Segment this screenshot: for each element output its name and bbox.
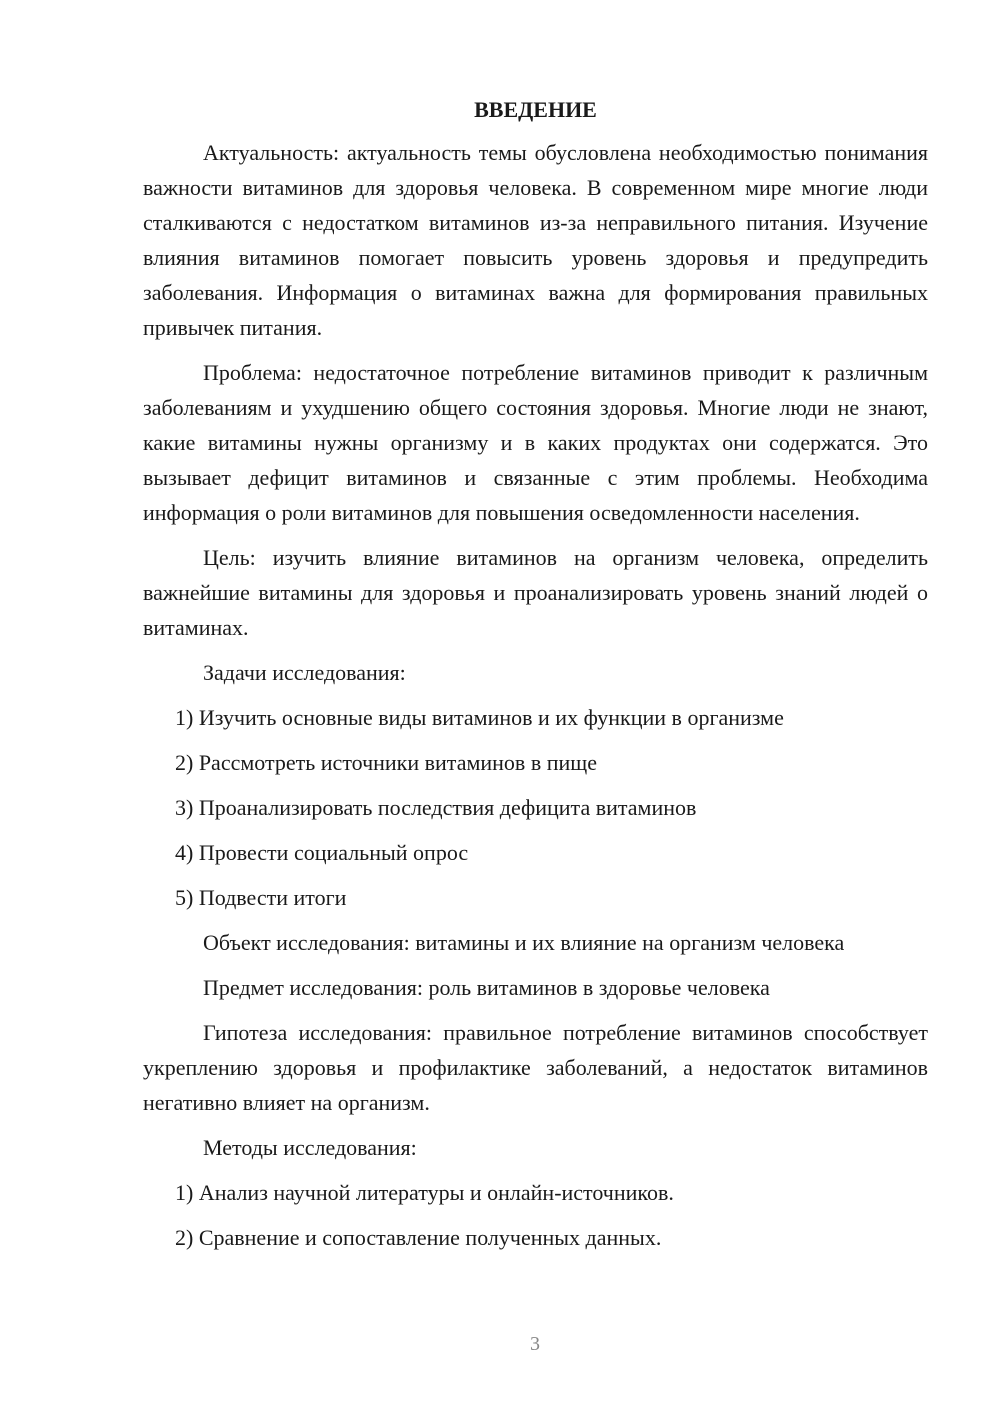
methods-heading: Методы исследования:	[203, 1135, 417, 1160]
list-item: 5) Подвести итоги	[175, 885, 347, 910]
list-item: 4) Провести социальный опрос	[175, 840, 469, 865]
list-item: 2) Рассмотреть источники витаминов в пище	[175, 750, 597, 775]
list-item: 3) Проанализировать последствия дефицита витаминов	[175, 795, 697, 820]
page-number: 3	[530, 1333, 540, 1355]
list-item: 2) Сравнение и сопоставление полученных данных.	[175, 1225, 662, 1250]
goal-paragraph: Цель: изучить влияние витаминов на организм человека, определить важнейшие витамины для здоровья и проанализировать уровень знаний людей о витаминах.	[143, 545, 928, 640]
research-subject: Предмет исследования: роль витаминов в здоровье человека	[203, 975, 770, 1000]
document-page	[143, 92, 928, 1265]
problem-paragraph: Проблема: недостаточное потребление витаминов приводит к различным заболеваниям и ухудшению общего состояния здоровья. Многие люди не знают, какие витамины нужны организму и в каких продуктах они содержатся. Это вызывает дефицит витаминов и связанные с этим проблемы. Необходима информация о роли витаминов для повышения осведомленности населения.	[143, 360, 928, 525]
relevance-paragraph: Актуальность: актуальность темы обусловлена необходимостью понимания важности витаминов для здоровья человека. В современном мире многие люди сталкиваются с недостатком витаминов из-за неправильного питания. Изучение влияния витаминов помогает повысить уровень здоровья и предупредить заболевания. Информация о витаминах важна для формирования правильных привычек питания.	[143, 140, 928, 340]
research-object: Объект исследования: витамины и их влияние на организм человека	[203, 930, 845, 955]
methods-list	[143, 1175, 928, 1255]
list-item: 1) Анализ научной литературы и онлайн-источников.	[175, 1180, 674, 1205]
hypothesis-paragraph: Гипотеза исследования: правильное потребление витаминов способствует укреплению здоровья и профилактике заболеваний, а недостаток витаминов негативно влияет на организм.	[143, 1020, 928, 1115]
list-item: 1) Изучить основные виды витаминов и их функции в организме	[175, 705, 784, 730]
tasks-heading: Задачи исследования:	[203, 660, 406, 685]
section-title: ВВЕДЕНИЕ	[474, 97, 597, 122]
tasks-list	[143, 700, 928, 915]
